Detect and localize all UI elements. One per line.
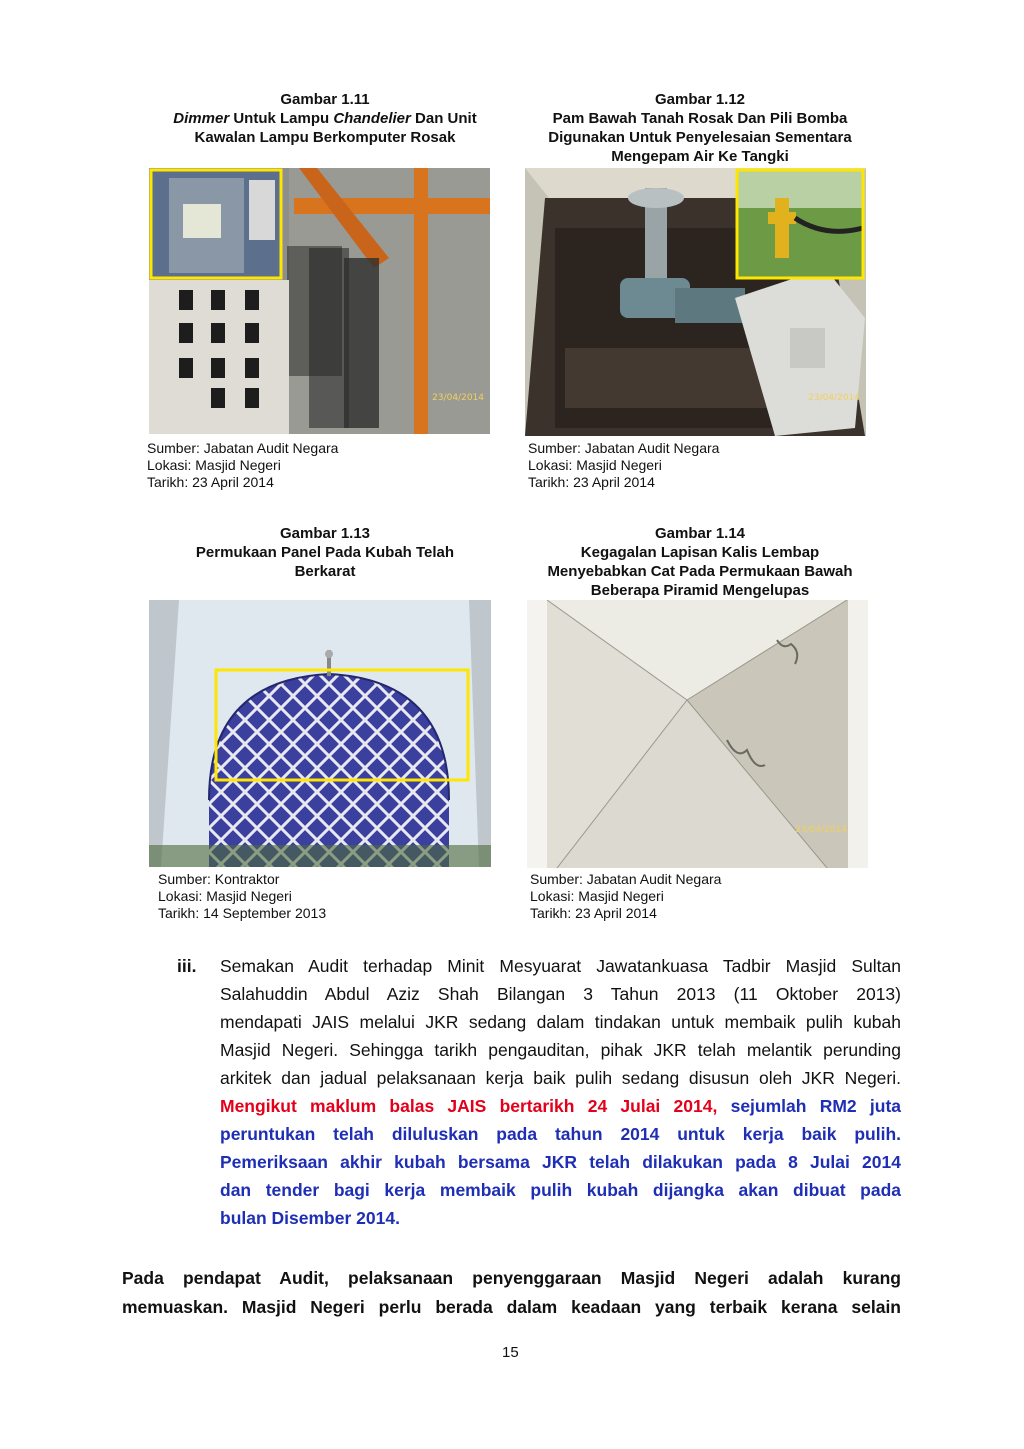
- paragraph-text-run: Mengikut maklum balas JAIS bertarikh 24 Julai 2014,: [220, 1096, 718, 1116]
- paragraph-text-run: mendapati JAIS melalui JKR sedang dalam tindakan untuk membaik pulih kubah: [220, 1012, 901, 1032]
- figure-number: Gambar 1.14: [654, 525, 746, 542]
- figure-title-line: [120, 543, 530, 562]
- figure-title-line: [120, 562, 530, 581]
- figure-number: Gambar 1.13: [279, 525, 371, 542]
- conclusion-line: memuaskan. Masjid Negeri perlu berada dalam keadaan yang terbaik kerana selain: [122, 1297, 901, 1317]
- caption-text-run: Permukaan Panel Pada Kubah Telah: [195, 544, 455, 561]
- figure-title-line: [505, 147, 895, 166]
- paragraph-line: [220, 1148, 901, 1176]
- photo-pump: [525, 168, 866, 436]
- location-line: Lokasi: Masjid Negeri: [528, 457, 662, 473]
- page-number: 15: [502, 1344, 519, 1361]
- caption-text-run: Dimmer: [173, 110, 230, 127]
- caption-text-run: Kawalan Lampu Berkomputer Rosak: [194, 129, 456, 146]
- figure-1-12-source: [528, 440, 719, 491]
- photo-dome: [149, 600, 491, 867]
- date-line: Tarikh: 23 April 2014: [530, 905, 657, 921]
- figure-1-13-caption: [120, 524, 530, 581]
- caption-text-run: Mengepam Air Ke Tangki: [611, 148, 789, 165]
- caption-text-run: Untuk Lampu: [229, 110, 334, 127]
- audit-conclusion: [122, 1264, 901, 1322]
- caption-text-run: Kegagalan Lapisan Kalis Lembap: [580, 544, 820, 561]
- date-line: Tarikh: 23 April 2014: [147, 474, 274, 490]
- figure-title-line: [120, 128, 530, 147]
- photo-panel: [149, 168, 490, 434]
- location-line: Lokasi: Masjid Negeri: [530, 888, 664, 904]
- conclusion-line: Pada pendapat Audit, pelaksanaan penyenggaraan Masjid Negeri adalah kurang: [122, 1268, 901, 1288]
- figure-1-11-caption: [120, 90, 530, 147]
- caption-text-run: Dan Unit: [410, 110, 477, 127]
- caption-text-run: Digunakan Untuk Penyelesaian Sementara: [548, 129, 852, 146]
- list-marker: iii.: [177, 956, 197, 976]
- paragraph-line: [220, 1008, 901, 1036]
- item-iii-paragraph: [220, 952, 901, 1232]
- figure-1-13-source: [158, 871, 326, 922]
- paragraph-line: [220, 1204, 901, 1232]
- paragraph-text-run: peruntukan telah diluluskan pada tahun 2014 untuk kerja baik pulih.: [220, 1124, 901, 1144]
- figure-1-11-source: [147, 440, 338, 491]
- figure-1-12-caption: [505, 90, 895, 166]
- paragraph-line: [220, 1120, 901, 1148]
- paragraph-text-run: bulan Disember 2014.: [220, 1208, 400, 1228]
- figure-number: Gambar 1.12: [654, 91, 746, 108]
- figure-title-line: [120, 109, 530, 128]
- photo-date-stamp: 23/04/2014: [795, 825, 847, 835]
- caption-text-run: Chandelier: [333, 110, 411, 127]
- figure-number: Gambar 1.11: [280, 91, 370, 108]
- paragraph-text-run: dan tender bagi kerja membaik pulih kubah dijangka akan dibuat pada: [220, 1180, 901, 1200]
- paragraph-line: [220, 1092, 901, 1120]
- figure-title-line: [505, 581, 895, 600]
- photo-date-stamp: 23/04/2014: [432, 393, 484, 403]
- caption-text-run: Pam Bawah Tanah Rosak Dan Pili Bomba: [552, 110, 848, 127]
- paragraph-line: [220, 952, 901, 980]
- photo-pyramid: [527, 600, 868, 868]
- location-line: Lokasi: Masjid Negeri: [147, 457, 281, 473]
- source-line: Sumber: Jabatan Audit Negara: [528, 440, 720, 456]
- paragraph-text-run: sejumlah RM2 juta: [717, 1096, 902, 1116]
- caption-text-run: Beberapa Piramid Mengelupas: [590, 582, 810, 599]
- paragraph-text-run: arkitek dan jadual pelaksanaan kerja baik pulih sedang disusun oleh JKR Negeri.: [220, 1068, 901, 1088]
- location-line: Lokasi: Masjid Negeri: [158, 888, 292, 904]
- paragraph-text-run: Masjid Negeri. Sehingga tarikh pengauditan, pihak JKR telah melantik perunding: [220, 1040, 901, 1060]
- paragraph-line: [220, 1064, 901, 1092]
- date-line: Tarikh: 23 April 2014: [528, 474, 655, 490]
- date-line: Tarikh: 14 September 2013: [158, 905, 327, 921]
- figure-1-14-source: [530, 871, 721, 922]
- photo-date-stamp: 23/04/2014: [808, 393, 860, 403]
- figure-title-line: [505, 543, 895, 562]
- source-line: Sumber: Kontraktor: [158, 871, 280, 887]
- figure-title-line: [505, 128, 895, 147]
- paragraph-line: [220, 1036, 901, 1064]
- paragraph-line: [220, 980, 901, 1008]
- figure-title-line: [505, 562, 895, 581]
- paragraph-text-run: Semakan Audit terhadap Minit Mesyuarat Jawatankuasa Tadbir Masjid Sultan: [220, 956, 901, 976]
- paragraph-line: [220, 1176, 901, 1204]
- source-line: Sumber: Jabatan Audit Negara: [530, 871, 722, 887]
- caption-text-run: Menyebabkan Cat Pada Permukaan Bawah: [547, 563, 853, 580]
- figure-1-14-caption: [505, 524, 895, 600]
- caption-text-run: Berkarat: [294, 563, 356, 580]
- paragraph-text-run: Pemeriksaan akhir kubah bersama JKR telah dilakukan pada 8 Julai 2014: [220, 1152, 901, 1172]
- paragraph-text-run: Salahuddin Abdul Aziz Shah Bilangan 3 Tahun 2013 (11 Oktober 2013): [220, 984, 901, 1004]
- figure-title-line: [505, 109, 895, 128]
- source-line: Sumber: Jabatan Audit Negara: [147, 440, 339, 456]
